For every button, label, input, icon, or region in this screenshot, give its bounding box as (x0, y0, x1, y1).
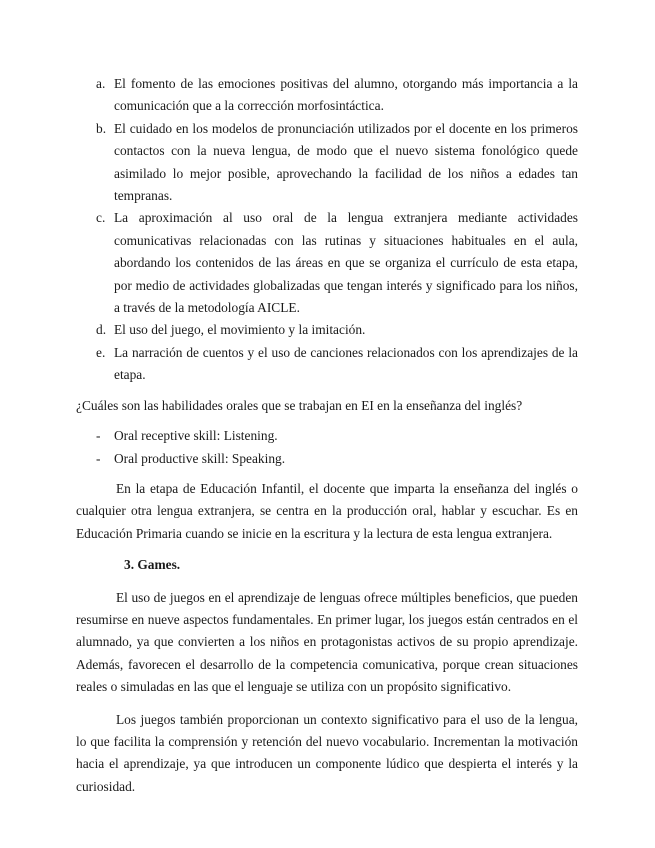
list-marker: d. (96, 322, 107, 338)
list-item (76, 319, 578, 341)
list-item-text: El uso del juego, el movimiento y la imitación. (114, 322, 366, 338)
list-marker: a. (96, 76, 106, 91)
list-item-text: El cuidado en los modelos de pronunciación utilizados por el docente en los primeros contactos con la nueva lengua, de modo que el nuevo sistema fonológico quede asimilado lo mejor posible, aprovechando la facilidad de los niños a edades tan tempranas. (114, 120, 578, 204)
list-item (76, 448, 578, 470)
section-heading: 3. Games. (124, 557, 181, 573)
list-item-text: El fomento de las emociones positivas del alumno, otorgando más importancia a la comunicación que a la corrección morfosintáctica. (114, 76, 578, 114)
question-text: ¿Cuáles son las habilidades orales que se trabajan en EI en la enseñanza del inglés? (76, 397, 523, 413)
list-marker: e. (96, 344, 106, 360)
paragraph-infantil: En la etapa de Educación Infantil, el docente que imparta la enseñanza del inglés o cualquier otra lengua extranjera, se centra en la producción oral, hablar y escuchar. Es en Educación Primaria cuando se inicie en la escritura y la lectura de esta lengua extranjera. (76, 480, 578, 541)
document-page (76, 73, 578, 798)
list-item (76, 207, 578, 319)
list-item (76, 118, 578, 208)
dash-marker: - (96, 428, 101, 444)
list-item (76, 425, 578, 447)
lettered-list (76, 73, 578, 387)
paragraph-games-benefits: El uso de juegos en el aprendizaje de lenguas ofrece múltiples beneficios, que pueden resumirse en nueve aspectos fundamentales. En primer lugar, los juegos están centrados en el alumnado, ya que convierten a los niños en protagonistas activos de su propio aprendizaje. Además, favorecen el desarrollo de la competencia comunicativa, porque crean situaciones reales o simuladas en las que el lenguaje se utiliza con un propósito significativo. (76, 589, 578, 695)
list-item-text: La narración de cuentos y el uso de canciones relacionados con los aprendizajes de la etapa. (114, 344, 578, 383)
list-item-text: Oral productive skill: Speaking. (114, 450, 286, 466)
list-item (76, 342, 578, 387)
list-marker: b. (96, 120, 107, 136)
dash-list (76, 425, 578, 470)
paragraph-games-context: Los juegos también proporcionan un contexto significativo para el uso de la lengua, lo que facilita la comprensión y retención del nuevo vocabulario. Incrementan la motivación hacia el aprendizaje, ya que introducen un componente lúdico que despierta el interés y la curiosidad. (76, 711, 578, 794)
list-item-text: La aproximación al uso oral de la lengua extranjera mediante actividades comunicativas relacionadas con las rutinas y situaciones habituales en el aula, abordando los contenidos de las áreas en que se organiza el currículo de esta etapa, por medio de actividades globalizadas que tengan interés y significado para los niños, a través de la metodología AICLE. (114, 210, 578, 316)
list-item-text: Oral receptive skill: Listening. (114, 428, 278, 444)
dash-marker: - (96, 450, 101, 466)
list-item (76, 73, 578, 118)
list-marker: c. (96, 210, 106, 226)
